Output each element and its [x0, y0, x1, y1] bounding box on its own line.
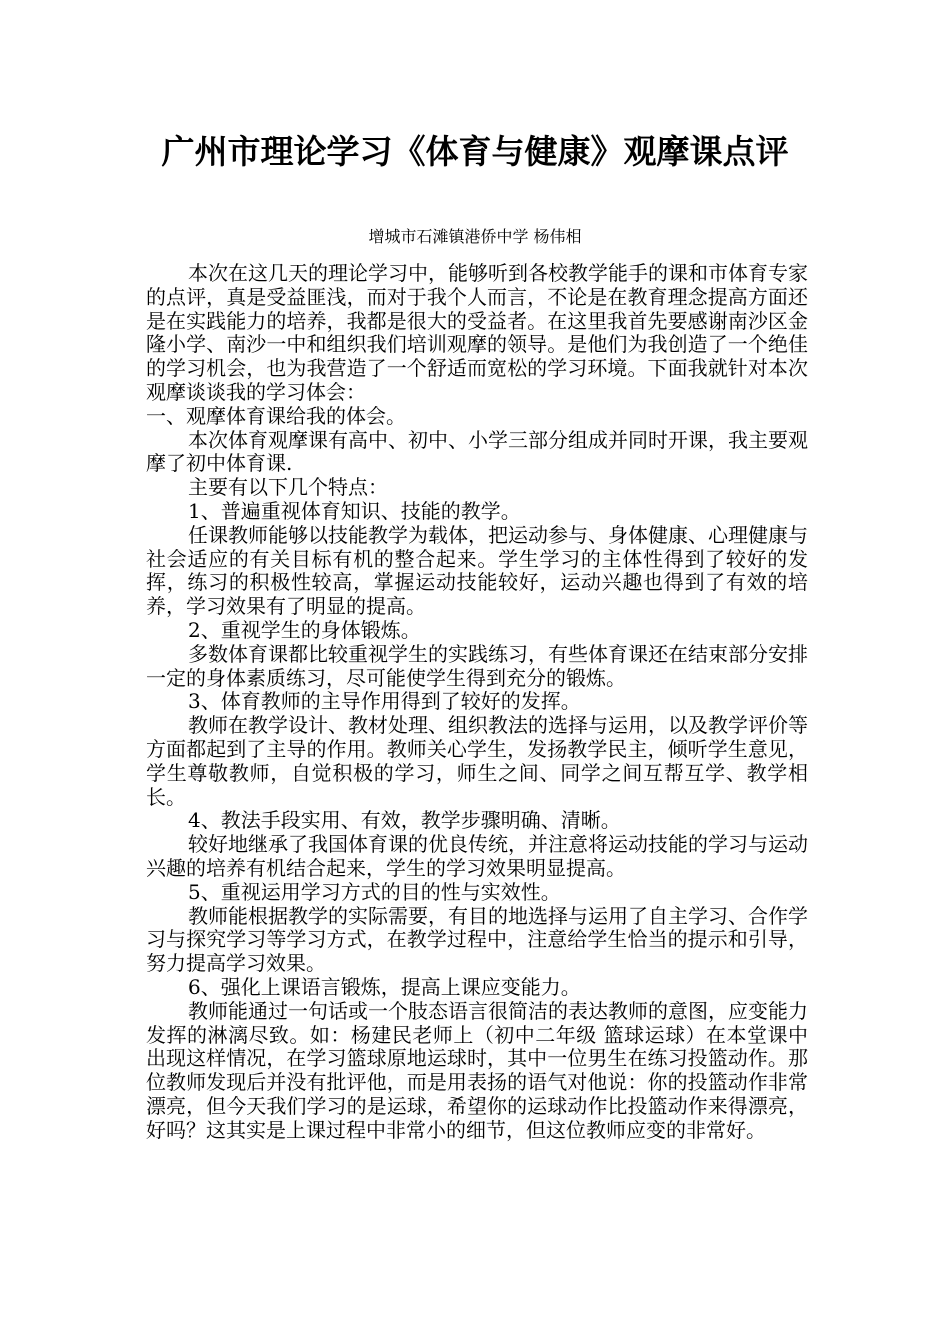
paragraph: 多数体育课都比较重视学生的实践练习，有些体育课还在结束部分安排一定的身体素质练习，尽可能使学生得到充分的锻炼。: [146, 641, 808, 690]
paragraph: 较好地继承了我国体育课的优良传统，并注意将运动技能的学习与运动兴趣的培养有机结合起来，学生的学习效果明显提高。: [146, 832, 808, 880]
list-item-heading: 6、强化上课语言锻炼，提高上课应变能力。: [188, 974, 581, 999]
paragraph: 教师能根据教学的实际需要，有目的地选择与运用了自主学习、合作学习与探究学习等学习方式，在教学过程中，注意给学生恰当的提示和引导，努力提高学习效果。: [146, 903, 808, 976]
list-item-heading: 4、教法手段实用、有效，教学步骤明确、清晰。: [188, 808, 621, 833]
paragraph: 教师能通过一句话或一个肢态语言很简洁的表达教师的意图，应变能力发挥的淋漓尽致。如：杨建民老师上（初中二年级 篮球运球）在本堂课中出现这样情况，在学习篮球原地运球时，其中一位男生在练习投篮动作。那位教师发现后并没有批评他，而是用表扬的语气对他说：你的投篮动作非常漂亮，但今天我们学习的是运球，希望你的运球动作比投篮动作来得漂亮，好吗？这其实是上课过程中非常小的细节，但这位教师应变的非常好。: [146, 998, 808, 1142]
paragraph: 任课教师能够以技能教学为载体，把运动参与、身体健康、心理健康与社会适应的有关目标有机的整合起来。学生学习的主体性得到了较好的发挥，练习的积极性较高，掌握运动技能较好，运动兴趣也得到了有效的培养，学习效果有了明显的提高。: [146, 522, 808, 619]
paragraph: 本次体育观摩课有高中、初中、小学三部分组成并同时开课，我主要观摩了初中体育课.: [146, 427, 808, 476]
paragraph: 主要有以下几个特点：: [188, 475, 388, 500]
list-item-heading: 3、体育教师的主导作用得到了较好的发挥。: [188, 689, 581, 714]
document-body: [146, 262, 808, 1142]
document-title: 广州市理论学习《体育与健康》观摩课点评: [161, 132, 789, 171]
list-item-heading: 1、普遍重视体育知识、技能的教学。: [188, 498, 521, 523]
list-item-heading: 2、重视学生的身体锻炼。: [188, 617, 421, 642]
list-item-heading: 5、重视运用学习方式的目的性与实效性。: [188, 879, 561, 904]
paragraph: 教师在教学设计、教材处理、组织教法的选择与运用，以及教学评价等方面都起到了主导的作用。教师关心学生，发扬教学民主，倾听学生意见，学生尊敬教师，自觉积极的学习，师生之间、同学之间互帮互学、教学相长。: [146, 713, 808, 809]
author-line: 增城市石滩镇港侨中学 杨伟相: [368, 227, 582, 246]
section-heading: 一、观摩体育课给我的体会。: [146, 403, 406, 428]
paragraph: 本次在这几天的理论学习中，能够听到各校教学能手的课和市体育专家的点评，真是受益匪浅，而对于我个人而言，不论是在教育理念提高方面还是在实践能力的培养，我都是很大的受益者。在这里我首先要感谢南沙区金隆小学、南沙一中和组织我们培训观摩的领导。是他们为我创造了一个绝佳的学习机会，也为我营造了一个舒适而宽松的学习环境。下面我就针对本次观摩谈谈我的学习体会：: [146, 261, 808, 404]
